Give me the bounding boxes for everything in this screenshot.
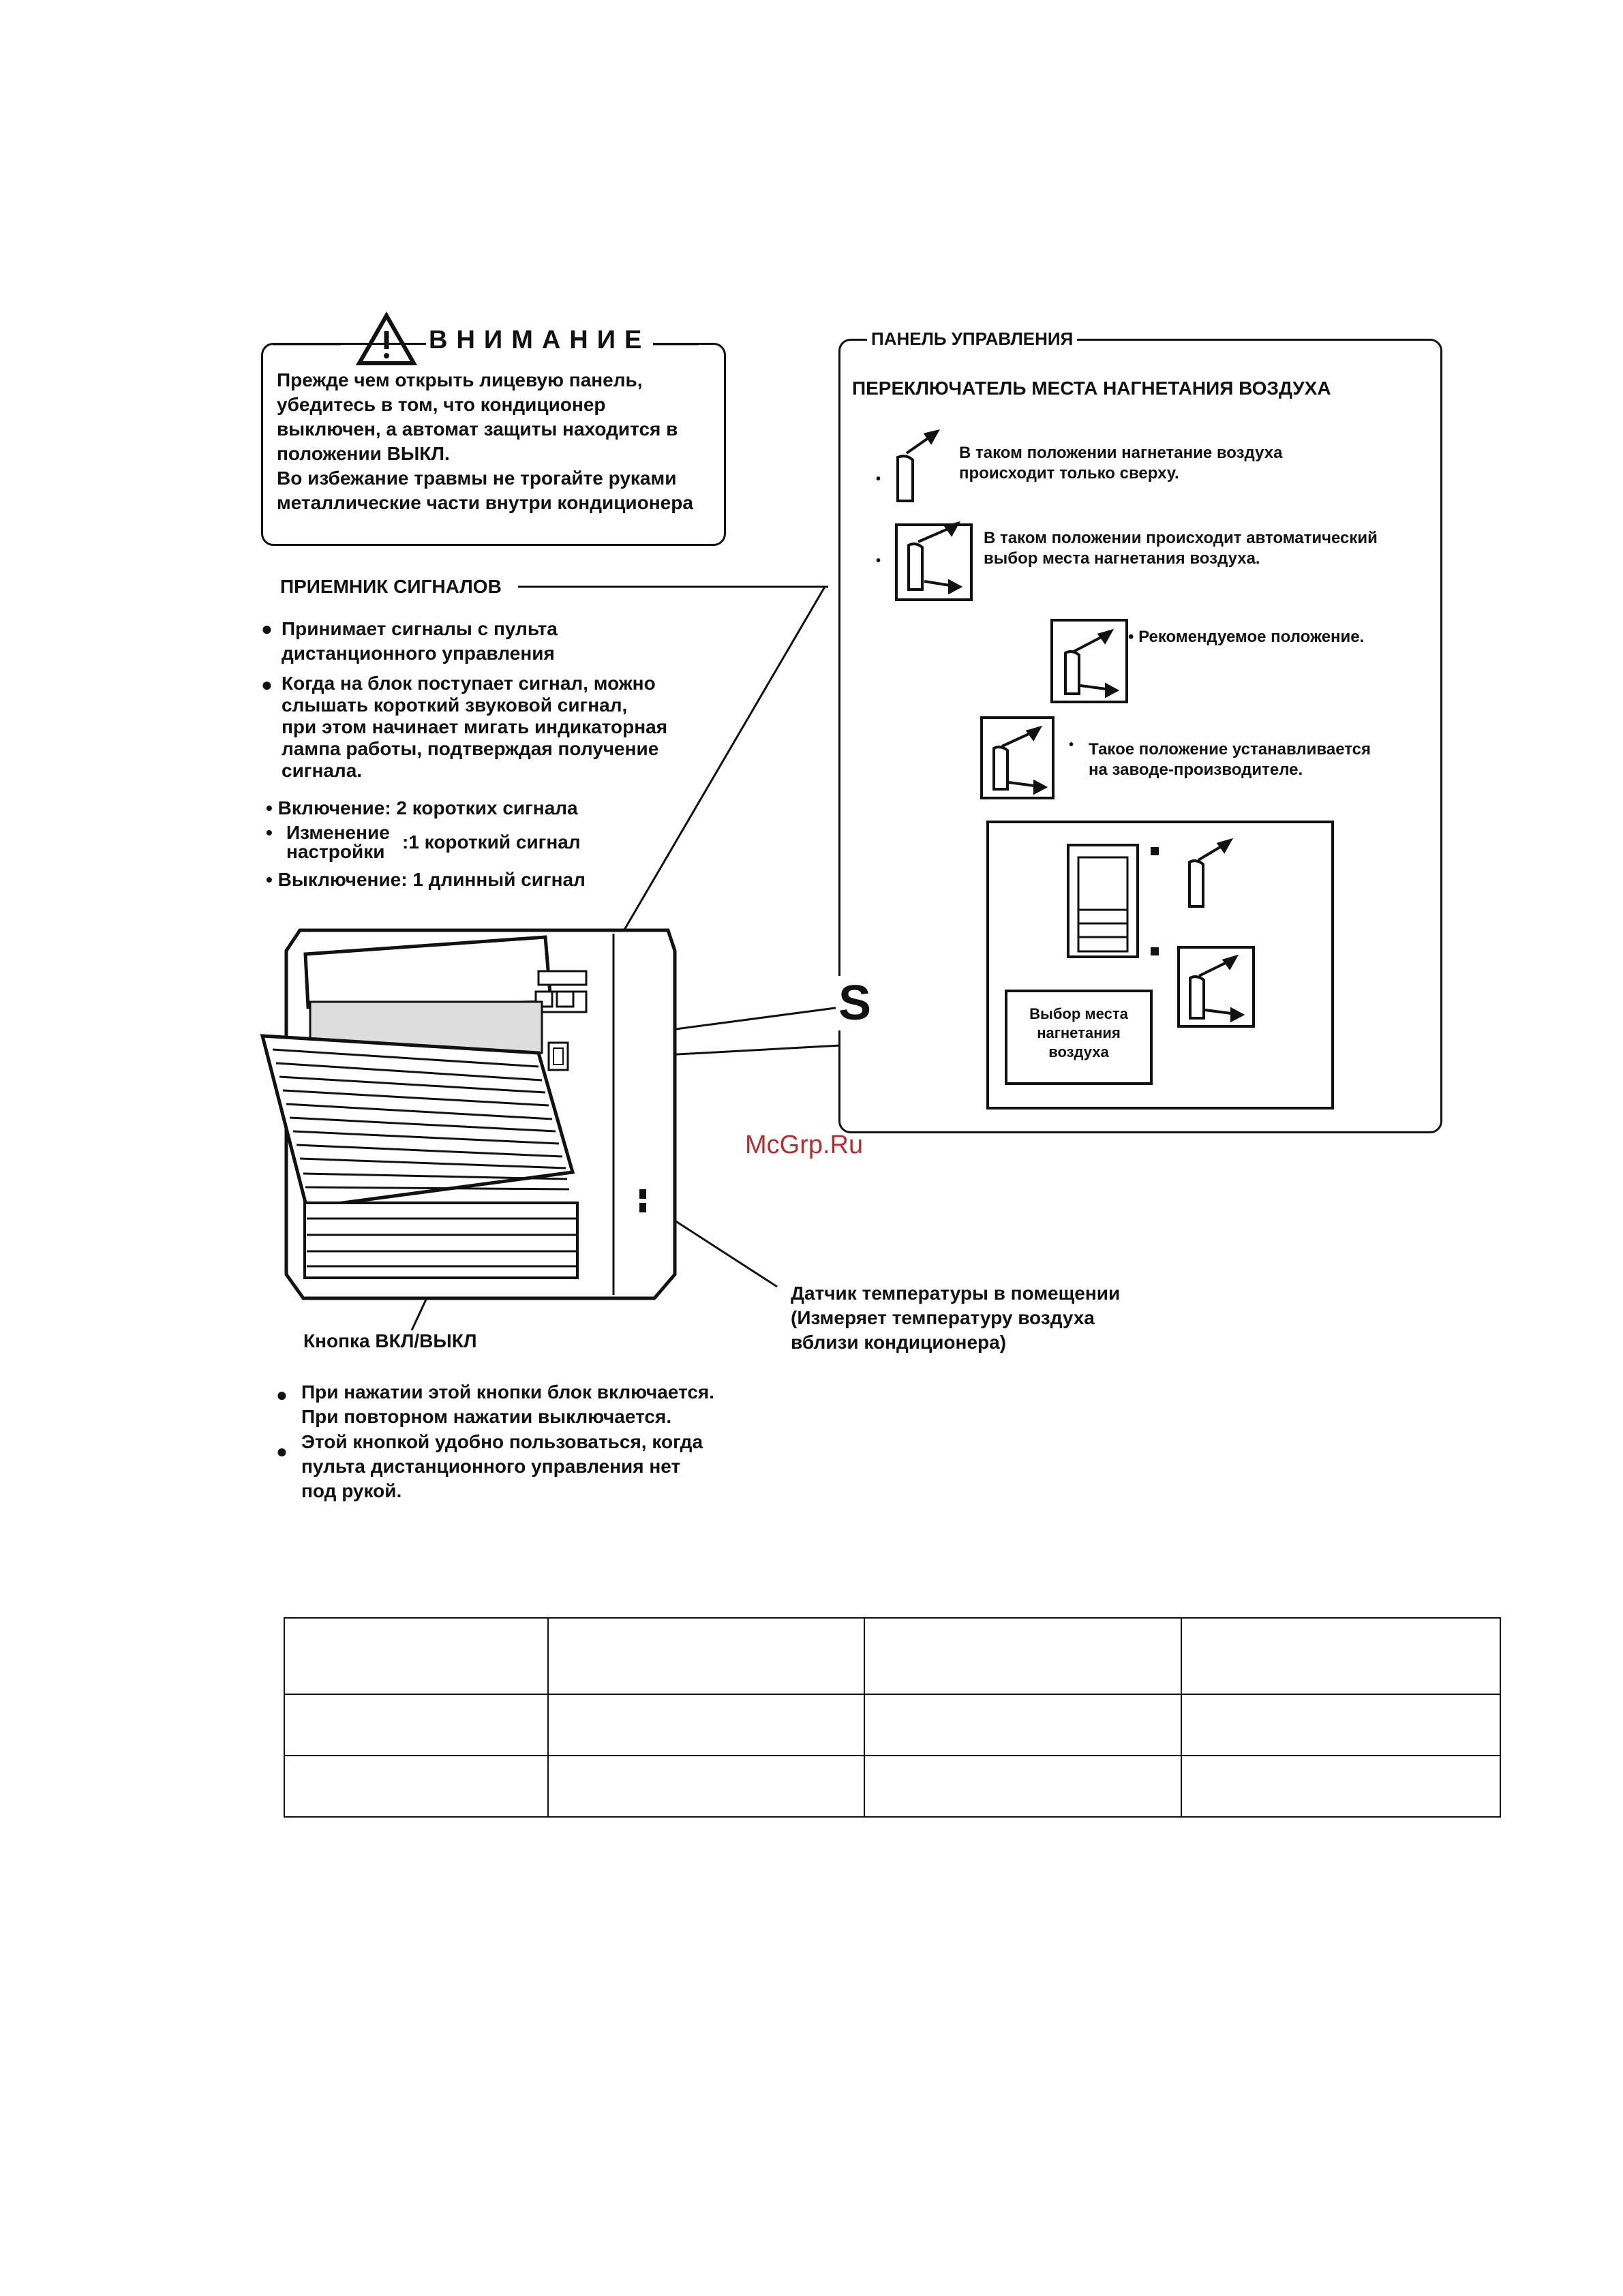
sensor-text: Датчик температуры в помещении (Измеряет температуру воздуха вблизи кондиционера) — [791, 1283, 1121, 1353]
selector-label: Выбор места нагнетания воздуха — [1029, 1005, 1128, 1060]
bullet-icon: • — [266, 869, 273, 890]
receiver-title: ПРИЕМНИК СИГНАЛОВ — [280, 575, 506, 599]
bullet-icon: ● — [276, 1441, 288, 1462]
table-cell — [1181, 1618, 1500, 1694]
table-row — [284, 1694, 1500, 1756]
option-auto-text: В таком положении происходит автоматический выбор места нагнетания воздуха. — [984, 529, 1378, 568]
receiver-change: • Изменение настройки :1 короткий сигнал — [266, 822, 581, 862]
factory-text: Такое положение устанавливается на заводе-производителе. — [1089, 740, 1371, 779]
empty-table — [284, 1617, 1501, 1818]
bullet-icon: • — [266, 797, 273, 818]
bullet-icon: • — [266, 822, 273, 843]
bullet-icon: ● — [276, 1384, 288, 1405]
option-top-only-text: В таком положении нагнетание воздуха происходит только сверху. — [959, 444, 1283, 483]
bullet-icon: • — [876, 472, 881, 487]
watermark: McGrp.Ru — [745, 1131, 864, 1159]
table-cell — [864, 1756, 1181, 1817]
table-row — [284, 1618, 1500, 1694]
onoff-bullet-2: ● Этой кнопкой удобно пользоваться, когда пульта дистанционного управления нет под рукой. — [276, 1431, 703, 1501]
onoff-label: Кнопка ВКЛ/ВЫКЛ — [303, 1330, 477, 1351]
bullet-icon: ● — [261, 674, 273, 695]
table-cell — [548, 1618, 864, 1694]
warning-title: ВНИМАНИЕ — [426, 326, 653, 355]
table-cell — [548, 1694, 864, 1756]
recommended-text: • Рекомендуемое положение. — [1128, 628, 1365, 646]
table-cell — [864, 1618, 1181, 1694]
bullet-icon: • — [876, 553, 881, 568]
table-cell — [284, 1694, 548, 1756]
bullet-icon: ● — [261, 618, 273, 639]
table-cell — [1181, 1694, 1500, 1756]
warning-text: Прежде чем открыть лицевую панель, убедитесь в том, что кондиционер выключен, а автомат защиты находится в положении ВЫКЛ. Во избежание травмы не трогайте руками металлические части внутри кондиционера — [277, 369, 693, 513]
air-conditioner-unit — [262, 930, 675, 1298]
table-cell — [1181, 1756, 1500, 1817]
control-panel-title: ПАНЕЛЬ УПРАВЛЕНИЯ — [867, 327, 1077, 350]
control-panel-subtitle: ПЕРЕКЛЮЧАТЕЛЬ МЕСТА НАГНЕТАНИЯ ВОЗДУХА — [852, 378, 1331, 399]
table-cell — [284, 1618, 548, 1694]
receiver-on: • Включение: 2 коротких сигнала — [266, 797, 578, 818]
table-cell — [548, 1756, 864, 1817]
onoff-bullet-1: ● При нажатии этой кнопки блок включается. При повторном нажатии выключается. — [276, 1381, 715, 1427]
receiver-bullet-2: ● Когда на блок поступает сигнал, можно слышать короткий звуковой сигнал, при этом начинает мигать индикаторная лампа работы, подтверждая получение сигнала. — [261, 673, 668, 781]
table-cell — [284, 1756, 548, 1817]
receiver-bullet-1: ● Принимает сигналы с пульта дистанционного управления — [261, 618, 558, 664]
bullet-icon: • — [1069, 737, 1074, 752]
table-row — [284, 1756, 1500, 1817]
table-cell — [864, 1694, 1181, 1756]
s-letter: S — [836, 976, 874, 1030]
receiver-off: • Выключение: 1 длинный сигнал — [266, 869, 586, 890]
